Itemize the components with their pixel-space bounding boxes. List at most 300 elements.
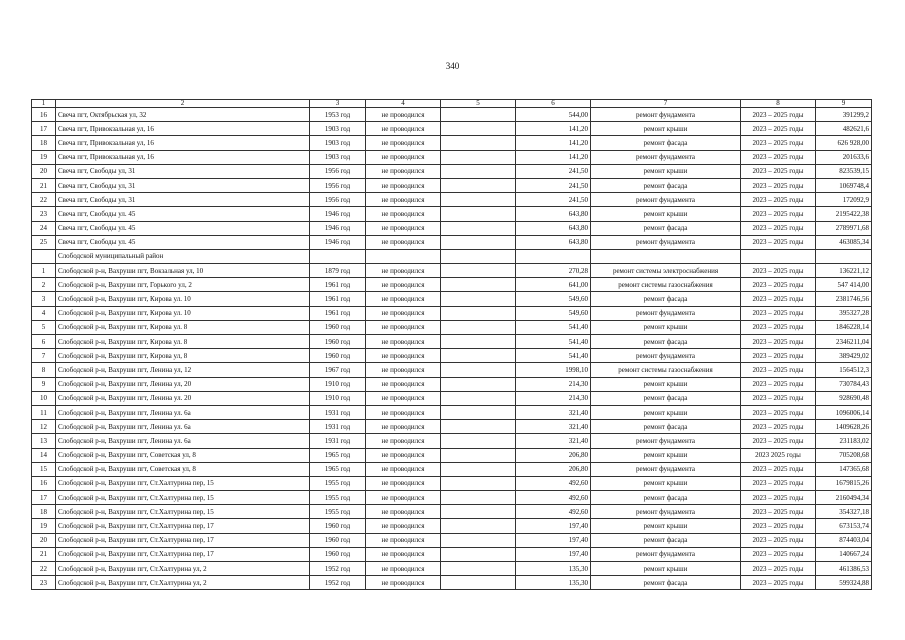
period-cell: 2023 – 2025 годы (741, 363, 816, 377)
row-number-cell: 4 (32, 306, 56, 320)
empty-cell (441, 178, 516, 192)
row-number-cell: 14 (32, 448, 56, 462)
empty-cell (441, 377, 516, 391)
page-number: 340 (445, 61, 460, 71)
address-cell: Слободской р-н, Вахруши пгт, Ленина ул, 12 (56, 363, 310, 377)
period-cell: 2023 – 2025 годы (741, 122, 816, 136)
year-cell: 1955 год (310, 491, 366, 505)
row-number-cell: 22 (32, 562, 56, 576)
address-cell: Свеча пгт, Свободы ул. 45 (56, 221, 310, 235)
work-type-cell: ремонт фундамента (591, 108, 741, 122)
column-number-row (32, 100, 872, 108)
year-cell: 1910 год (310, 377, 366, 391)
work-type-cell: ремонт фундамента (591, 150, 741, 164)
empty-cell (441, 164, 516, 178)
period-cell: 2023 – 2025 годы (741, 547, 816, 561)
row-number-cell: 25 (32, 235, 56, 249)
period-cell: 2023 – 2025 годы (741, 462, 816, 476)
area-cell: 141,20 (516, 150, 591, 164)
cost-cell: 391299,2 (816, 108, 872, 122)
area-cell: 549,60 (516, 306, 591, 320)
table-row (32, 491, 872, 505)
survey-cell: не проводился (366, 164, 441, 178)
cost-cell: 1846228,14 (816, 320, 872, 334)
empty-cell (441, 235, 516, 249)
period-cell: 2023 – 2025 годы (741, 562, 816, 576)
row-number-cell: 17 (32, 491, 56, 505)
area-cell: 643,80 (516, 221, 591, 235)
area-cell: 197,40 (516, 533, 591, 547)
table-row (32, 576, 872, 590)
address-cell: Слободской р-н, Вахруши пгт, Кирова ул, 8 (56, 349, 310, 363)
period-cell: 2023 – 2025 годы (741, 335, 816, 349)
column-header: 6 (516, 100, 591, 108)
address-cell: Слободской р-н, Вахруши пгт, Ленина ул. 20 (56, 391, 310, 405)
address-cell: Слободской р-н, Вахруши пгт, Ленина ул. 6а (56, 405, 310, 419)
address-cell: Слободской р-н, Вахруши пгт, Ст.Халтурина пер, 17 (56, 519, 310, 533)
area-cell: 135,30 (516, 576, 591, 590)
row-number-cell: 10 (32, 391, 56, 405)
table-row (32, 519, 872, 533)
table-row (32, 405, 872, 419)
survey-cell: не проводился (366, 476, 441, 490)
address-cell: Слободской р-н, Вахруши пгт, Ст.Халтурина пер, 17 (56, 533, 310, 547)
row-number-cell: 17 (32, 122, 56, 136)
period-cell: 2023 – 2025 годы (741, 278, 816, 292)
cost-cell: 823539,15 (816, 164, 872, 178)
empty-cell (441, 264, 516, 278)
empty-cell (441, 108, 516, 122)
cost-cell: 730784,43 (816, 377, 872, 391)
period-cell: 2023 – 2025 годы (741, 221, 816, 235)
period-cell: 2023 – 2025 годы (741, 306, 816, 320)
row-number-cell: 13 (32, 434, 56, 448)
work-type-cell: ремонт крыши (591, 164, 741, 178)
table-row (32, 562, 872, 576)
row-number-cell: 7 (32, 349, 56, 363)
year-cell: 1903 год (310, 136, 366, 150)
survey-cell: не проводился (366, 391, 441, 405)
year-cell: 1961 год (310, 306, 366, 320)
row-number-cell (32, 249, 56, 263)
address-cell: Свеча пгт, Свободы ул. 45 (56, 235, 310, 249)
survey-cell: не проводился (366, 533, 441, 547)
survey-cell: не проводился (366, 547, 441, 561)
table-row (32, 505, 872, 519)
cost-cell: 201633,6 (816, 150, 872, 164)
table-row (32, 150, 872, 164)
address-cell: Слободской р-н, Вахруши пгт, Ленина ул. 6а (56, 420, 310, 434)
address-cell: Свеча пгт, Свободы ул, 31 (56, 178, 310, 192)
survey-cell: не проводился (366, 108, 441, 122)
year-cell: 1967 год (310, 363, 366, 377)
empty-cell (441, 519, 516, 533)
row-number-cell: 21 (32, 178, 56, 192)
work-type-cell: ремонт крыши (591, 207, 741, 221)
area-cell: 643,80 (516, 207, 591, 221)
period-cell: 2023 – 2025 годы (741, 533, 816, 547)
survey-cell: не проводился (366, 505, 441, 519)
address-cell: Свеча пгт, Привокзальная ул, 16 (56, 136, 310, 150)
work-type-cell: ремонт фундамента (591, 434, 741, 448)
table-row (32, 221, 872, 235)
table-row (32, 335, 872, 349)
table-row (32, 363, 872, 377)
row-number-cell: 5 (32, 320, 56, 334)
area-cell: 541,40 (516, 349, 591, 363)
year-cell: 1952 год (310, 562, 366, 576)
address-cell: Свеча пгт, Свободы ул, 31 (56, 193, 310, 207)
row-number-cell: 20 (32, 533, 56, 547)
survey-cell: не проводился (366, 491, 441, 505)
cost-cell: 928690,48 (816, 391, 872, 405)
empty-cell (441, 320, 516, 334)
work-type-cell: ремонт крыши (591, 562, 741, 576)
cost-cell: 626 928,00 (816, 136, 872, 150)
area-cell: 214,30 (516, 377, 591, 391)
year-cell: 1952 год (310, 576, 366, 590)
work-type-cell: ремонт фасада (591, 420, 741, 434)
period-cell: 2023 – 2025 годы (741, 576, 816, 590)
work-type-cell: ремонт фундамента (591, 505, 741, 519)
survey-cell: не проводился (366, 136, 441, 150)
table-row (32, 448, 872, 462)
year-cell: 1879 год (310, 264, 366, 278)
row-number-cell: 12 (32, 420, 56, 434)
address-cell: Слободской р-н, Вахруши пгт, Ленина ул, 20 (56, 377, 310, 391)
work-type-cell: ремонт фасада (591, 292, 741, 306)
work-type-cell: ремонт крыши (591, 519, 741, 533)
table-row (32, 377, 872, 391)
row-number-cell: 22 (32, 193, 56, 207)
year-cell: 1946 год (310, 235, 366, 249)
row-number-cell: 15 (32, 462, 56, 476)
period-cell: 2023 – 2025 годы (741, 292, 816, 306)
table-row (32, 292, 872, 306)
table-row (32, 108, 872, 122)
row-number-cell: 21 (32, 547, 56, 561)
work-type-cell: ремонт крыши (591, 476, 741, 490)
empty-cell (441, 562, 516, 576)
address-cell: Свеча пгт, Привокзальная ул, 16 (56, 122, 310, 136)
table-row (32, 462, 872, 476)
area-cell: 641,00 (516, 278, 591, 292)
row-number-cell: 20 (32, 164, 56, 178)
work-type-cell: ремонт крыши (591, 377, 741, 391)
cost-cell (816, 249, 872, 263)
column-header: 8 (741, 100, 816, 108)
survey-cell: не проводился (366, 519, 441, 533)
cost-cell: 389429,02 (816, 349, 872, 363)
survey-cell: не проводился (366, 405, 441, 419)
table-body (32, 100, 872, 590)
column-header: 3 (310, 100, 366, 108)
cost-cell: 482621,6 (816, 122, 872, 136)
year-cell: 1965 год (310, 462, 366, 476)
survey-cell: не проводился (366, 349, 441, 363)
survey-cell: не проводился (366, 221, 441, 235)
cost-cell: 1096006,14 (816, 405, 872, 419)
area-cell: 135,30 (516, 562, 591, 576)
row-number-cell: 2 (32, 278, 56, 292)
empty-cell (441, 391, 516, 405)
work-type-cell: ремонт фундамента (591, 193, 741, 207)
empty-cell (441, 292, 516, 306)
survey-cell: не проводился (366, 335, 441, 349)
survey-cell: не проводился (366, 562, 441, 576)
year-cell: 1931 год (310, 420, 366, 434)
area-cell: 270,28 (516, 264, 591, 278)
section-row (32, 249, 872, 263)
cost-cell: 2789971,68 (816, 221, 872, 235)
empty-cell (441, 363, 516, 377)
survey-cell: не проводился (366, 363, 441, 377)
year-cell: 1946 год (310, 221, 366, 235)
cost-cell: 136221,12 (816, 264, 872, 278)
period-cell: 2023 – 2025 годы (741, 434, 816, 448)
year-cell: 1903 год (310, 150, 366, 164)
address-cell: Слободской р-н, Вахруши пгт, Вокзальная ул, 10 (56, 264, 310, 278)
work-type-cell: ремонт крыши (591, 320, 741, 334)
repair-plan-table (31, 99, 872, 590)
year-cell: 1960 год (310, 320, 366, 334)
empty-cell (441, 249, 516, 263)
area-cell: 241,50 (516, 164, 591, 178)
address-cell: Слободской р-н, Вахруши пгт, Ленина ул. 6а (56, 434, 310, 448)
period-cell: 2023 – 2025 годы (741, 320, 816, 334)
year-cell: 1910 год (310, 391, 366, 405)
area-cell: 141,20 (516, 122, 591, 136)
year-cell: 1946 год (310, 207, 366, 221)
survey-cell: не проводился (366, 448, 441, 462)
area-cell: 541,40 (516, 335, 591, 349)
work-type-cell (591, 249, 741, 263)
address-cell: Слободской р-н, Вахруши пгт, Кирова ул. 8 (56, 335, 310, 349)
empty-cell (441, 150, 516, 164)
table-row (32, 533, 872, 547)
empty-cell (441, 576, 516, 590)
year-cell: 1960 год (310, 335, 366, 349)
cost-cell: 2346211,04 (816, 335, 872, 349)
period-cell: 2023 – 2025 годы (741, 108, 816, 122)
survey-cell: не проводился (366, 264, 441, 278)
survey-cell: не проводился (366, 420, 441, 434)
year-cell: 1931 год (310, 405, 366, 419)
survey-cell: не проводился (366, 178, 441, 192)
work-type-cell: ремонт крыши (591, 448, 741, 462)
period-cell: 2023 – 2025 годы (741, 420, 816, 434)
area-cell: 141,20 (516, 136, 591, 150)
work-type-cell: ремонт фундамента (591, 306, 741, 320)
survey-cell: не проводился (366, 434, 441, 448)
row-number-cell: 11 (32, 405, 56, 419)
area-cell: 321,40 (516, 434, 591, 448)
empty-cell (441, 505, 516, 519)
period-cell: 2023 – 2025 годы (741, 178, 816, 192)
address-cell: Слободской р-н, Вахруши пгт, Ст.Халтурина пер, 15 (56, 476, 310, 490)
row-number-cell: 9 (32, 377, 56, 391)
period-cell: 2023 – 2025 годы (741, 391, 816, 405)
year-cell: 1956 год (310, 178, 366, 192)
work-type-cell: ремонт фасада (591, 391, 741, 405)
table-row (32, 178, 872, 192)
period-cell: 2023 – 2025 годы (741, 164, 816, 178)
work-type-cell: ремонт фундамента (591, 462, 741, 476)
period-cell: 2023 – 2025 годы (741, 264, 816, 278)
row-number-cell: 23 (32, 207, 56, 221)
cost-cell: 1564512,3 (816, 363, 872, 377)
area-cell: 206,80 (516, 448, 591, 462)
address-cell: Слободской р-н, Вахруши пгт, Советская ул, 8 (56, 448, 310, 462)
area-cell: 544,00 (516, 108, 591, 122)
year-cell: 1965 год (310, 448, 366, 462)
empty-cell (441, 420, 516, 434)
column-header: 1 (32, 100, 56, 108)
work-type-cell: ремонт фасада (591, 533, 741, 547)
table-row (32, 320, 872, 334)
cost-cell: 463085,34 (816, 235, 872, 249)
row-number-cell: 6 (32, 335, 56, 349)
work-type-cell: ремонт фасада (591, 221, 741, 235)
cost-cell: 2381746,56 (816, 292, 872, 306)
table-row (32, 136, 872, 150)
empty-cell (441, 462, 516, 476)
year-cell: 1961 год (310, 278, 366, 292)
area-cell: 321,40 (516, 420, 591, 434)
year-cell: 1956 год (310, 164, 366, 178)
survey-cell: не проводился (366, 235, 441, 249)
year-cell: 1960 год (310, 547, 366, 561)
row-number-cell: 19 (32, 519, 56, 533)
period-cell: 2023 – 2025 годы (741, 476, 816, 490)
cost-cell: 1069748,4 (816, 178, 872, 192)
period-cell: 2023 – 2025 годы (741, 207, 816, 221)
cost-cell: 874403,04 (816, 533, 872, 547)
work-type-cell: ремонт системы газоснабжения (591, 363, 741, 377)
year-cell: 1960 год (310, 519, 366, 533)
address-cell: Свеча пгт, Свободы ул. 45 (56, 207, 310, 221)
period-cell (741, 249, 816, 263)
empty-cell (441, 434, 516, 448)
cost-cell: 1679815,26 (816, 476, 872, 490)
cost-cell: 2195422,38 (816, 207, 872, 221)
period-cell: 2023 – 2025 годы (741, 136, 816, 150)
column-header: 4 (366, 100, 441, 108)
empty-cell (441, 491, 516, 505)
period-cell: 2023 – 2025 годы (741, 377, 816, 391)
address-cell: Слободской р-н, Вахруши пгт, Горького ул, 2 (56, 278, 310, 292)
period-cell: 2023 – 2025 годы (741, 491, 816, 505)
survey-cell: не проводился (366, 193, 441, 207)
year-cell: 1955 год (310, 505, 366, 519)
survey-cell: не проводился (366, 306, 441, 320)
address-cell: Слободской р-н, Вахруши пгт, Кирова ул. 10 (56, 306, 310, 320)
year-cell: 1961 год (310, 292, 366, 306)
table-row (32, 193, 872, 207)
survey-cell: не проводился (366, 576, 441, 590)
survey-cell: не проводился (366, 207, 441, 221)
area-cell: 1998,10 (516, 363, 591, 377)
year-cell: 1955 год (310, 476, 366, 490)
survey-cell: не проводился (366, 462, 441, 476)
address-cell: Слободской р-н, Вахруши пгт, Кирова ул. 8 (56, 320, 310, 334)
survey-cell: не проводился (366, 278, 441, 292)
area-cell: 643,80 (516, 235, 591, 249)
period-cell: 2023 – 2025 годы (741, 505, 816, 519)
cost-cell: 599324,88 (816, 576, 872, 590)
empty-cell (441, 221, 516, 235)
empty-cell (441, 476, 516, 490)
empty-cell (441, 349, 516, 363)
table-row (32, 420, 872, 434)
column-header: 9 (816, 100, 872, 108)
row-number-cell: 24 (32, 221, 56, 235)
work-type-cell: ремонт фундамента (591, 547, 741, 561)
work-type-cell: ремонт фундамента (591, 349, 741, 363)
row-number-cell: 8 (32, 363, 56, 377)
table-row (32, 349, 872, 363)
survey-cell: не проводился (366, 377, 441, 391)
period-cell: 2023 – 2025 годы (741, 349, 816, 363)
empty-cell (441, 448, 516, 462)
cost-cell: 172092,9 (816, 193, 872, 207)
year-cell: 1960 год (310, 349, 366, 363)
year-cell: 1903 год (310, 122, 366, 136)
address-cell: Слободской р-н, Вахруши пгт, Ст.Халтурина ул, 2 (56, 562, 310, 576)
table-row (32, 207, 872, 221)
empty-cell (441, 306, 516, 320)
work-type-cell: ремонт фундамента (591, 235, 741, 249)
area-cell: 549,60 (516, 292, 591, 306)
area-cell: 321,40 (516, 405, 591, 419)
table-row (32, 547, 872, 561)
column-header: 7 (591, 100, 741, 108)
table-row (32, 434, 872, 448)
survey-cell (366, 249, 441, 263)
survey-cell: не проводился (366, 122, 441, 136)
empty-cell (441, 193, 516, 207)
empty-cell (441, 207, 516, 221)
work-type-cell: ремонт фасада (591, 335, 741, 349)
area-cell: 492,60 (516, 491, 591, 505)
cost-cell: 395327,28 (816, 306, 872, 320)
area-cell: 492,60 (516, 505, 591, 519)
table-row (32, 306, 872, 320)
cost-cell: 147365,68 (816, 462, 872, 476)
cost-cell: 461386,53 (816, 562, 872, 576)
area-cell: 241,50 (516, 193, 591, 207)
cost-cell: 354327,18 (816, 505, 872, 519)
table-row (32, 391, 872, 405)
column-header: 5 (441, 100, 516, 108)
survey-cell: не проводился (366, 292, 441, 306)
empty-cell (441, 405, 516, 419)
empty-cell (441, 122, 516, 136)
year-cell: 1931 год (310, 434, 366, 448)
empty-cell (441, 278, 516, 292)
area-cell: 214,30 (516, 391, 591, 405)
table-row (32, 164, 872, 178)
area-cell: 541,40 (516, 320, 591, 334)
row-number-cell: 1 (32, 264, 56, 278)
cost-cell: 140667,24 (816, 547, 872, 561)
address-cell: Свеча пгт, Привокзальная ул, 16 (56, 150, 310, 164)
row-number-cell: 23 (32, 576, 56, 590)
work-type-cell: ремонт фасада (591, 576, 741, 590)
column-header: 2 (56, 100, 310, 108)
area-cell: 206,80 (516, 462, 591, 476)
year-cell: 1953 год (310, 108, 366, 122)
